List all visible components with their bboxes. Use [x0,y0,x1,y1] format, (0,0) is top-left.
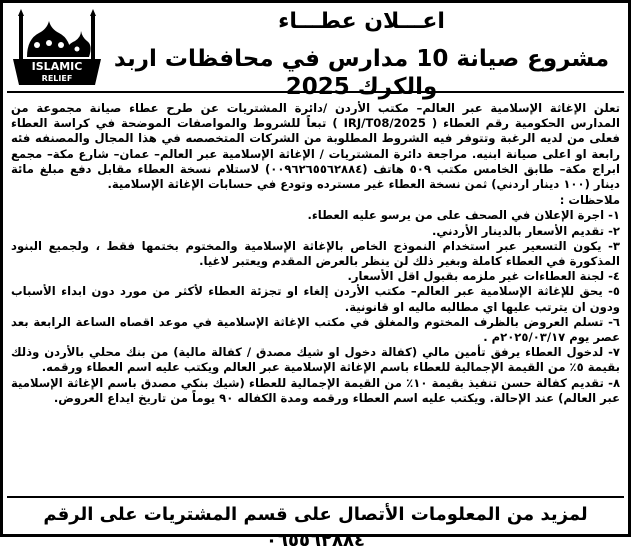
header-divider [7,91,624,93]
announcement-title: اعـــلان عطـــاء [278,9,445,34]
note-item: ١- اجرة الإعلان في الصحف على من يرسو عليه العطاء. [307,208,620,223]
note-item: ٤- لجنة العطاءات غير ملزمه بقبول اقل الأسعار. [347,269,620,284]
project-title: مشروع صيانة 10 مدارس في محافظات اربد والكرك 2025 [113,46,610,100]
islamic-relief-logo [9,9,105,89]
note-item: ٢- تقديم الأسعار بالدينار الأردني. [431,223,620,238]
logo-text: ISLAMIC [31,60,83,73]
note-item: ٨- تقديم كفالة حسن تنفيذ بقيمة ١٠٪ من القيمة الإجمالية للعطاء (شيك بنكي مصدق باسم الإغاثة الإسلامية عبر العالم) عند الإحالة. ويكتب عليه اسم العطاء ورقمه ومدة الكفاله ٩٠ يوماً من تاريخ ايداع العروض. [11,375,621,405]
note-item: ٦- تسلم العروض بالظرف المختوم والمغلق في مكتب الإغاثة الإسلامية في موعد اقصاه الساعة الرابعة بعد عصر يوم ٢٠٢٥/٠٣/١٧م . [11,314,620,345]
tender-body [11,101,620,406]
intro-paragraph: تعلن الإغاثة الإسلامية عبر العالم– مكتب الأردن /دائرة المشتريات عن طرح عطاء صيانة مجموعة من المدارس الحكومية رقم العطاء ( IRJ/T08/2025 ) تبعاً للشروط والمواصفات الموضحة في كراسة العطاء فعلى من لديه الرغبة وتتوفر فيه الشروط المطلوبة من الشركات المتخصصه في هذا المجال والمصنفه فئه رابعة او اعلى صيانة ابنيه. مراجعة دائرة المشتريات / الإغاثة الإسلامية عبر العالم– عمان– شارع مكة– مجمع ابراج مكة– طابق الخامس مكتب ٥٠٩ هاتف (٠٠٩٦٢٦٥٥٦٢٨٨٤) لاستلام نسخة العطاء مقابل دفع مبلغ مائة دينار (١٠٠ دينار اردني) ثمن نسخة العطاء غير مسترده وتودع في حسابات الإغاثة الإسلامية. [11,101,621,192]
footer-divider [7,496,624,498]
contact-footer: لمزيد من المعلومات الأتصال على قسم المشتريات على الرقم ٠٦٥٥٦٢٨٨٤ [43,504,588,551]
notes-label: ملاحظات : [559,193,620,208]
svg-text:RELIEF: RELIEF [41,74,73,83]
note-item: ٣- يكون التسعير عبر استخدام النموذج الخاص بالإغاثة الإسلامية والمختوم بختمها فقط ، ولجميع البنود المذكورة في العطاء كاملة وبغير ذلك لن ينظر بالعرض المقدم ويعتبر لاغيا. [11,238,620,269]
note-item: ٥- يحق للإغاثة الإسلامية عبر العالم– مكتب الأردن إلغاء او تجزئة العطاء لأكثر من مورد دون ابداء الأسباب ودون ان يترتب عليها اي مطالبه ماليه او قانونية. [11,284,620,314]
note-item: ٧- لدخول العطاء يرفق تأمين مالي (كفالة دخول او شيك مصدق / كفالة مالية) من بنك محلي بالأردن وذلك بقيمة ٥٪ من القيمة الإجمالية للعطاء باسم الإغاثة الإسلامية عبر العالم ويكتب عليه اسم العطاء ورقمه. [11,345,620,375]
